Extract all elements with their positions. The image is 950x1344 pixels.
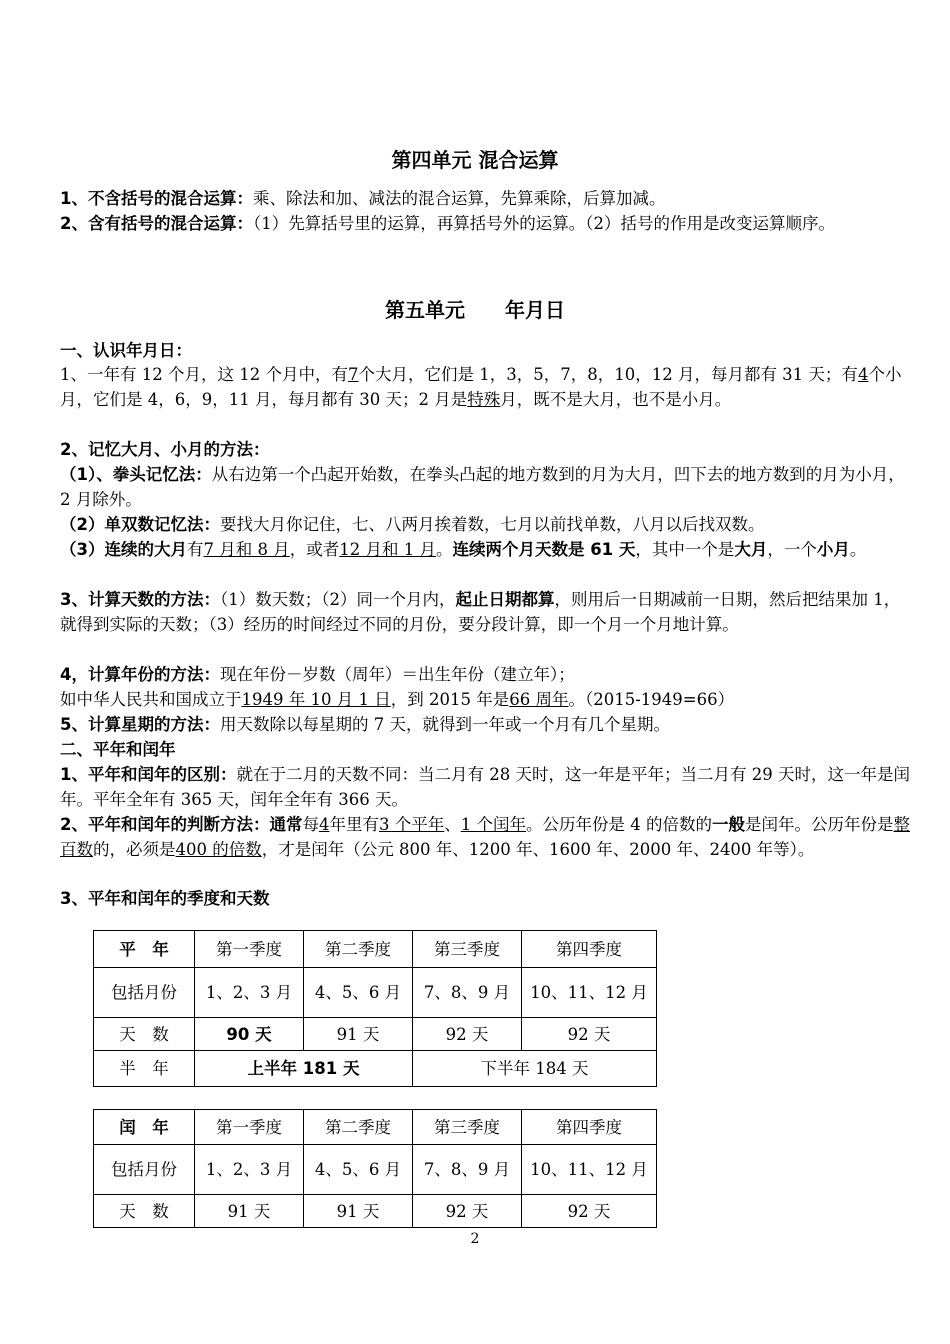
underlined-7: 7: [347, 365, 359, 384]
table-cell: 10、11、12 月: [522, 1145, 657, 1195]
count-days-heading: 3、计算天数的方法：: [60, 590, 220, 609]
leap-year-table: [93, 1109, 657, 1228]
header-cell: 第二季度: [304, 931, 413, 968]
quarters-heading: [60, 886, 910, 911]
underlined-special: 特殊: [467, 390, 501, 409]
consecutive-heading: （3）连续的大月: [60, 540, 187, 559]
header-cell: 第一季度: [195, 1110, 304, 1145]
text-span: 每: [302, 815, 319, 834]
text-span: ，一个: [767, 540, 817, 559]
odd-even-text: 要找大月你记住，七、八两月挨着数，七月以前找单数，八月以后找双数。: [219, 515, 765, 534]
table-cell: 10、11、12 月: [522, 968, 657, 1018]
row-label: 包括月份: [94, 1145, 195, 1195]
section-1-heading: [60, 338, 910, 363]
text-span: 。公历年份是 4 的倍数的: [525, 815, 712, 834]
table-cell: 91 天: [195, 1195, 304, 1228]
underlined-66-years: 66 周年: [509, 690, 569, 709]
text-span: ，其中一个是: [635, 540, 735, 559]
table-cell: 4、5、6 月: [304, 968, 413, 1018]
table-row: [94, 1145, 657, 1195]
underlined-multiple-400: 400 的倍数: [175, 840, 262, 859]
text-span: 是闰年。公历年份是: [744, 815, 894, 834]
count-weeks-text: 用天数除以每星期的 7 天，就得到一年或一个月有几个星期。: [219, 715, 670, 734]
unit5-title: 第五单元 年月日: [385, 298, 565, 322]
count-days-method: [60, 587, 910, 637]
header-cell: 第一季度: [195, 931, 304, 968]
underlined-4-years: 4: [318, 815, 330, 834]
fist-method-heading: （1）、拳头记忆法：: [60, 465, 212, 484]
unit4-rule-2: [60, 211, 910, 236]
bold-big-month: 大月: [734, 540, 768, 559]
section-1-label: 一、认识年月日：: [60, 341, 192, 360]
page-number: 2: [470, 1231, 480, 1247]
fist-method: [60, 462, 910, 512]
underlined-whole-hundred: 整百数: [60, 815, 910, 859]
leap-rule-heading: 2、平年和闰年的判断方法：: [60, 815, 270, 834]
text-span: ，或者: [289, 540, 340, 559]
months-paragraph: [60, 362, 910, 412]
header-cell: 第四季度: [522, 1110, 657, 1145]
leap-rule: [60, 812, 910, 862]
rule-2-text: （1）先算括号里的运算，再算括号外的运算。（2）括号的作用是改变运算顺序。: [252, 214, 835, 233]
odd-even-heading: （2）单双数记忆法：: [60, 515, 220, 534]
table-row: [94, 968, 657, 1018]
header-cell: 第三季度: [413, 931, 522, 968]
text-span: ，到 2015 年是: [390, 690, 510, 709]
unit4-title: 第四单元 混合运算: [391, 148, 559, 172]
table-cell: 上半年 181 天: [195, 1051, 413, 1087]
leap-difference-heading: 1、平年和闰年的区别：: [60, 765, 237, 784]
count-weeks-heading: 5、计算星期的方法：: [60, 715, 220, 734]
table-header-row: [94, 1110, 657, 1145]
table-row: [94, 1018, 657, 1051]
leap-difference-text: 就在于二月的天数不同：当二月有 28 天时，这一年是平年；当二月有 29 天时，这一年是闰年。平年全年有 365 天，闰年全年有 366 天。: [60, 765, 910, 809]
odd-even-method: [60, 512, 910, 537]
text-span: 现在年份－岁数（周年）＝出生年份（建立年）；: [219, 665, 575, 684]
rule-1-heading: 1、不含括号的混合运算：: [60, 189, 253, 208]
underlined-founding-date: 1949 年 10 月 1 日: [241, 690, 391, 709]
unit4-rule-1: [60, 186, 910, 211]
text-span: 、: [444, 815, 461, 834]
count-years-method: [60, 662, 910, 712]
header-cell: 第四季度: [522, 931, 657, 968]
bold-small-month: 小月: [816, 540, 850, 559]
table-row: [94, 1051, 657, 1087]
header-cell: 第三季度: [413, 1110, 522, 1145]
bold-61-days: 连续两个月天数是 61 天: [452, 540, 636, 559]
text-span: 如中华人民共和国成立于: [60, 690, 242, 709]
consecutive-big-months: [60, 537, 910, 562]
row-label: 半 年: [94, 1051, 195, 1087]
count-years-heading: 4，计算年份的方法：: [60, 665, 220, 684]
table-cell: 4、5、6 月: [304, 1145, 413, 1195]
bold-usually: 通常: [269, 815, 303, 834]
row-label: 天 数: [94, 1018, 195, 1051]
text-span: 1、一年有 12 个月，这 12 个月中，有: [60, 365, 348, 384]
bold-generally: 一般: [711, 815, 745, 834]
count-weeks-method: [60, 712, 910, 737]
text-span: （1）数天数；（2）同一个月内，: [219, 590, 456, 609]
text-span: ，才是闰年（公元 800 年、1200 年、1600 年、2000 年、2400 年等）。: [261, 840, 815, 859]
underlined-dec-jan: 12 月和 1 月: [339, 540, 436, 559]
table-cell: 92 天: [413, 1018, 522, 1051]
table-cell: 90 天: [195, 1018, 304, 1051]
header-cell: 闰 年: [94, 1110, 195, 1145]
table-header-row: [94, 931, 657, 968]
text-span: 。（2015-1949=66）: [568, 690, 735, 709]
text-span: ，则用后一日期减前一日期，然后把结果加 1，就得到实际的天数；（3）经历的时间经过不同的月份，要分段计算，即一个月一个月地计算。: [60, 590, 901, 634]
text-span: 个大月，它们是 1，3，5，7，8，10，12 月，每月都有 31 天；有: [358, 365, 858, 384]
table-cell: 1、2、3 月: [195, 1145, 304, 1195]
table-cell: 7、8、9 月: [413, 968, 522, 1018]
row-label: 包括月份: [94, 968, 195, 1018]
section-2-label: 二、平年和闰年: [60, 740, 176, 759]
text-span: 个小月，它们是 4，6，9，11 月，每月都有 30 天；2 月是: [60, 365, 902, 409]
bold-inclusive: 起止日期都算: [455, 590, 555, 609]
quarters-label: 3、平年和闰年的季度和天数: [60, 889, 270, 908]
header-cell: 平 年: [94, 931, 195, 968]
row-label: 天 数: [94, 1195, 195, 1228]
text-span: 。: [849, 540, 867, 559]
underlined-jul-aug: 7 月和 8 月: [203, 540, 290, 559]
text-span: 有: [186, 540, 204, 559]
table-cell: 1、2、3 月: [195, 968, 304, 1018]
text-span: 的，必须是: [93, 840, 176, 859]
text-span: 月，既不是大月，也不是小月。: [500, 390, 732, 409]
section-2-heading: [60, 737, 910, 762]
fist-method-text: 从右边第一个凸起开始数，在拳头凸起的地方数到的月为大月，凹下去的地方数到的月为小月，2 月除外。: [60, 465, 905, 509]
table-row: [94, 1195, 657, 1228]
table-cell: 91 天: [304, 1195, 413, 1228]
memory-heading: [60, 437, 910, 462]
text-span: 年里有: [329, 815, 379, 834]
table-cell: 7、8、9 月: [413, 1145, 522, 1195]
table-cell: 92 天: [522, 1018, 657, 1051]
table-cell: 92 天: [413, 1195, 522, 1228]
leap-difference: [60, 762, 910, 812]
table-cell: 92 天: [522, 1195, 657, 1228]
underlined-3-common: 3 个平年: [378, 815, 445, 834]
table-cell: 91 天: [304, 1018, 413, 1051]
rule-1-text: 乘、除法和加、减法的混合运算，先算乘除，后算加减。: [252, 189, 666, 208]
text-span: 。: [435, 540, 453, 559]
common-year-table: [93, 930, 657, 1087]
underlined-1-leap: 1 个闰年: [460, 815, 526, 834]
header-cell: 第二季度: [304, 1110, 413, 1145]
table-cell: 下半年 184 天: [413, 1051, 657, 1087]
rule-2-heading: 2、含有括号的混合运算：: [60, 214, 253, 233]
memory-label: 2、记忆大月、小月的方法：: [60, 440, 270, 459]
underlined-4: 4: [857, 365, 869, 384]
